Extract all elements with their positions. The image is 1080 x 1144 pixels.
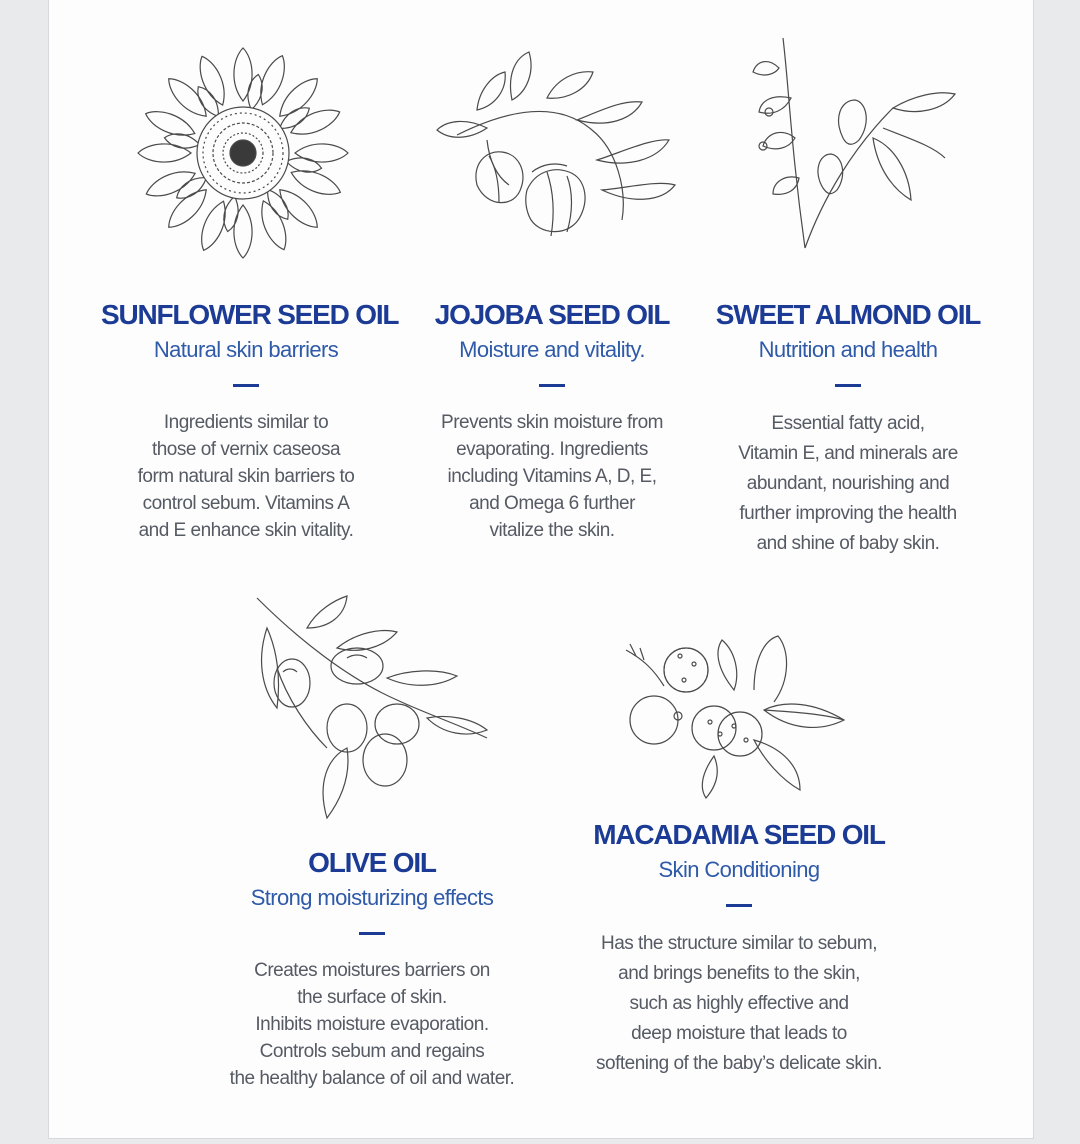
description-line: and brings benefits to the skin, — [618, 963, 860, 984]
ingredient-subtitle: Skin Conditioning — [658, 857, 820, 882]
description-line: softening of the baby’s delicate skin. — [596, 1053, 882, 1074]
ingredient-title: OLIVE OIL — [308, 847, 436, 878]
divider — [835, 384, 861, 387]
description-line: the healthy balance of oil and water. — [229, 1068, 515, 1089]
description-line: such as highly effective and — [629, 993, 849, 1014]
description-line: Ingredients similar to — [163, 412, 329, 433]
description-line: evaporating. Ingredients — [456, 439, 648, 460]
ingredient-subtitle: Natural skin barriers — [153, 337, 339, 362]
description-line: Creates moistures barriers on — [254, 960, 490, 981]
ingredient-title: SWEET ALMOND OIL — [715, 299, 981, 330]
description-line: abundant, nourishing and — [746, 473, 950, 494]
ingredient-description — [101, 409, 391, 544]
ingredient-card-sunflower — [101, 40, 399, 544]
ingredient-title: MACADAMIA SEED OIL — [593, 819, 885, 850]
jojoba-branch-icon — [417, 40, 687, 270]
ingredient-title: SUNFLOWER SEED OIL — [101, 299, 399, 330]
macadamia-branch-icon — [614, 630, 864, 800]
description-line: form natural skin barriers to — [137, 466, 355, 487]
description-line: Essential fatty acid, — [771, 413, 925, 434]
divider — [726, 904, 752, 907]
description-line: Controls sebum and regains — [259, 1041, 485, 1062]
sunflower-icon — [131, 40, 361, 270]
description-line: control sebum. Vitamins A — [142, 493, 350, 514]
almond-branch-icon — [733, 28, 963, 270]
ingredient-title: JOJOBA SEED OIL — [434, 299, 670, 330]
ingredient-card-jojoba — [407, 40, 697, 544]
ingredients-sheet — [48, 0, 1034, 1139]
ingredient-card-macadamia — [569, 630, 909, 1079]
description-line: vitalize the skin. — [489, 520, 615, 541]
description-line: deep moisture that leads to — [631, 1023, 847, 1044]
ingredient-description — [207, 957, 537, 1092]
ingredient-subtitle: Nutrition and health — [758, 337, 938, 362]
divider — [539, 384, 565, 387]
ingredient-description — [407, 409, 697, 544]
divider — [233, 384, 259, 387]
divider — [359, 932, 385, 935]
ingredient-card-olive — [207, 588, 537, 1092]
description-line: the surface of skin. — [297, 987, 447, 1008]
description-line: Vitamin E, and minerals are — [738, 443, 958, 464]
description-line: Inhibits moisture evaporation. — [255, 1014, 489, 1035]
ingredient-subtitle: Strong moisturizing effects — [250, 885, 494, 910]
ingredient-description — [569, 929, 909, 1079]
olive-branch-icon — [247, 588, 497, 832]
ingredient-description — [703, 409, 993, 559]
description-line: and Omega 6 further — [469, 493, 635, 514]
description-line: Has the structure similar to sebum, — [600, 933, 878, 954]
ingredient-card-almond — [703, 28, 993, 559]
ingredient-subtitle: Moisture and vitality. — [459, 337, 645, 362]
description-line: further improving the health — [739, 503, 957, 524]
description-line: including Vitamins A, D, E, — [447, 466, 657, 487]
description-line: those of vernix caseosa — [151, 439, 341, 460]
description-line: and E enhance skin vitality. — [138, 520, 354, 541]
description-line: and shine of baby skin. — [756, 533, 940, 554]
description-line: Prevents skin moisture from — [441, 412, 663, 433]
